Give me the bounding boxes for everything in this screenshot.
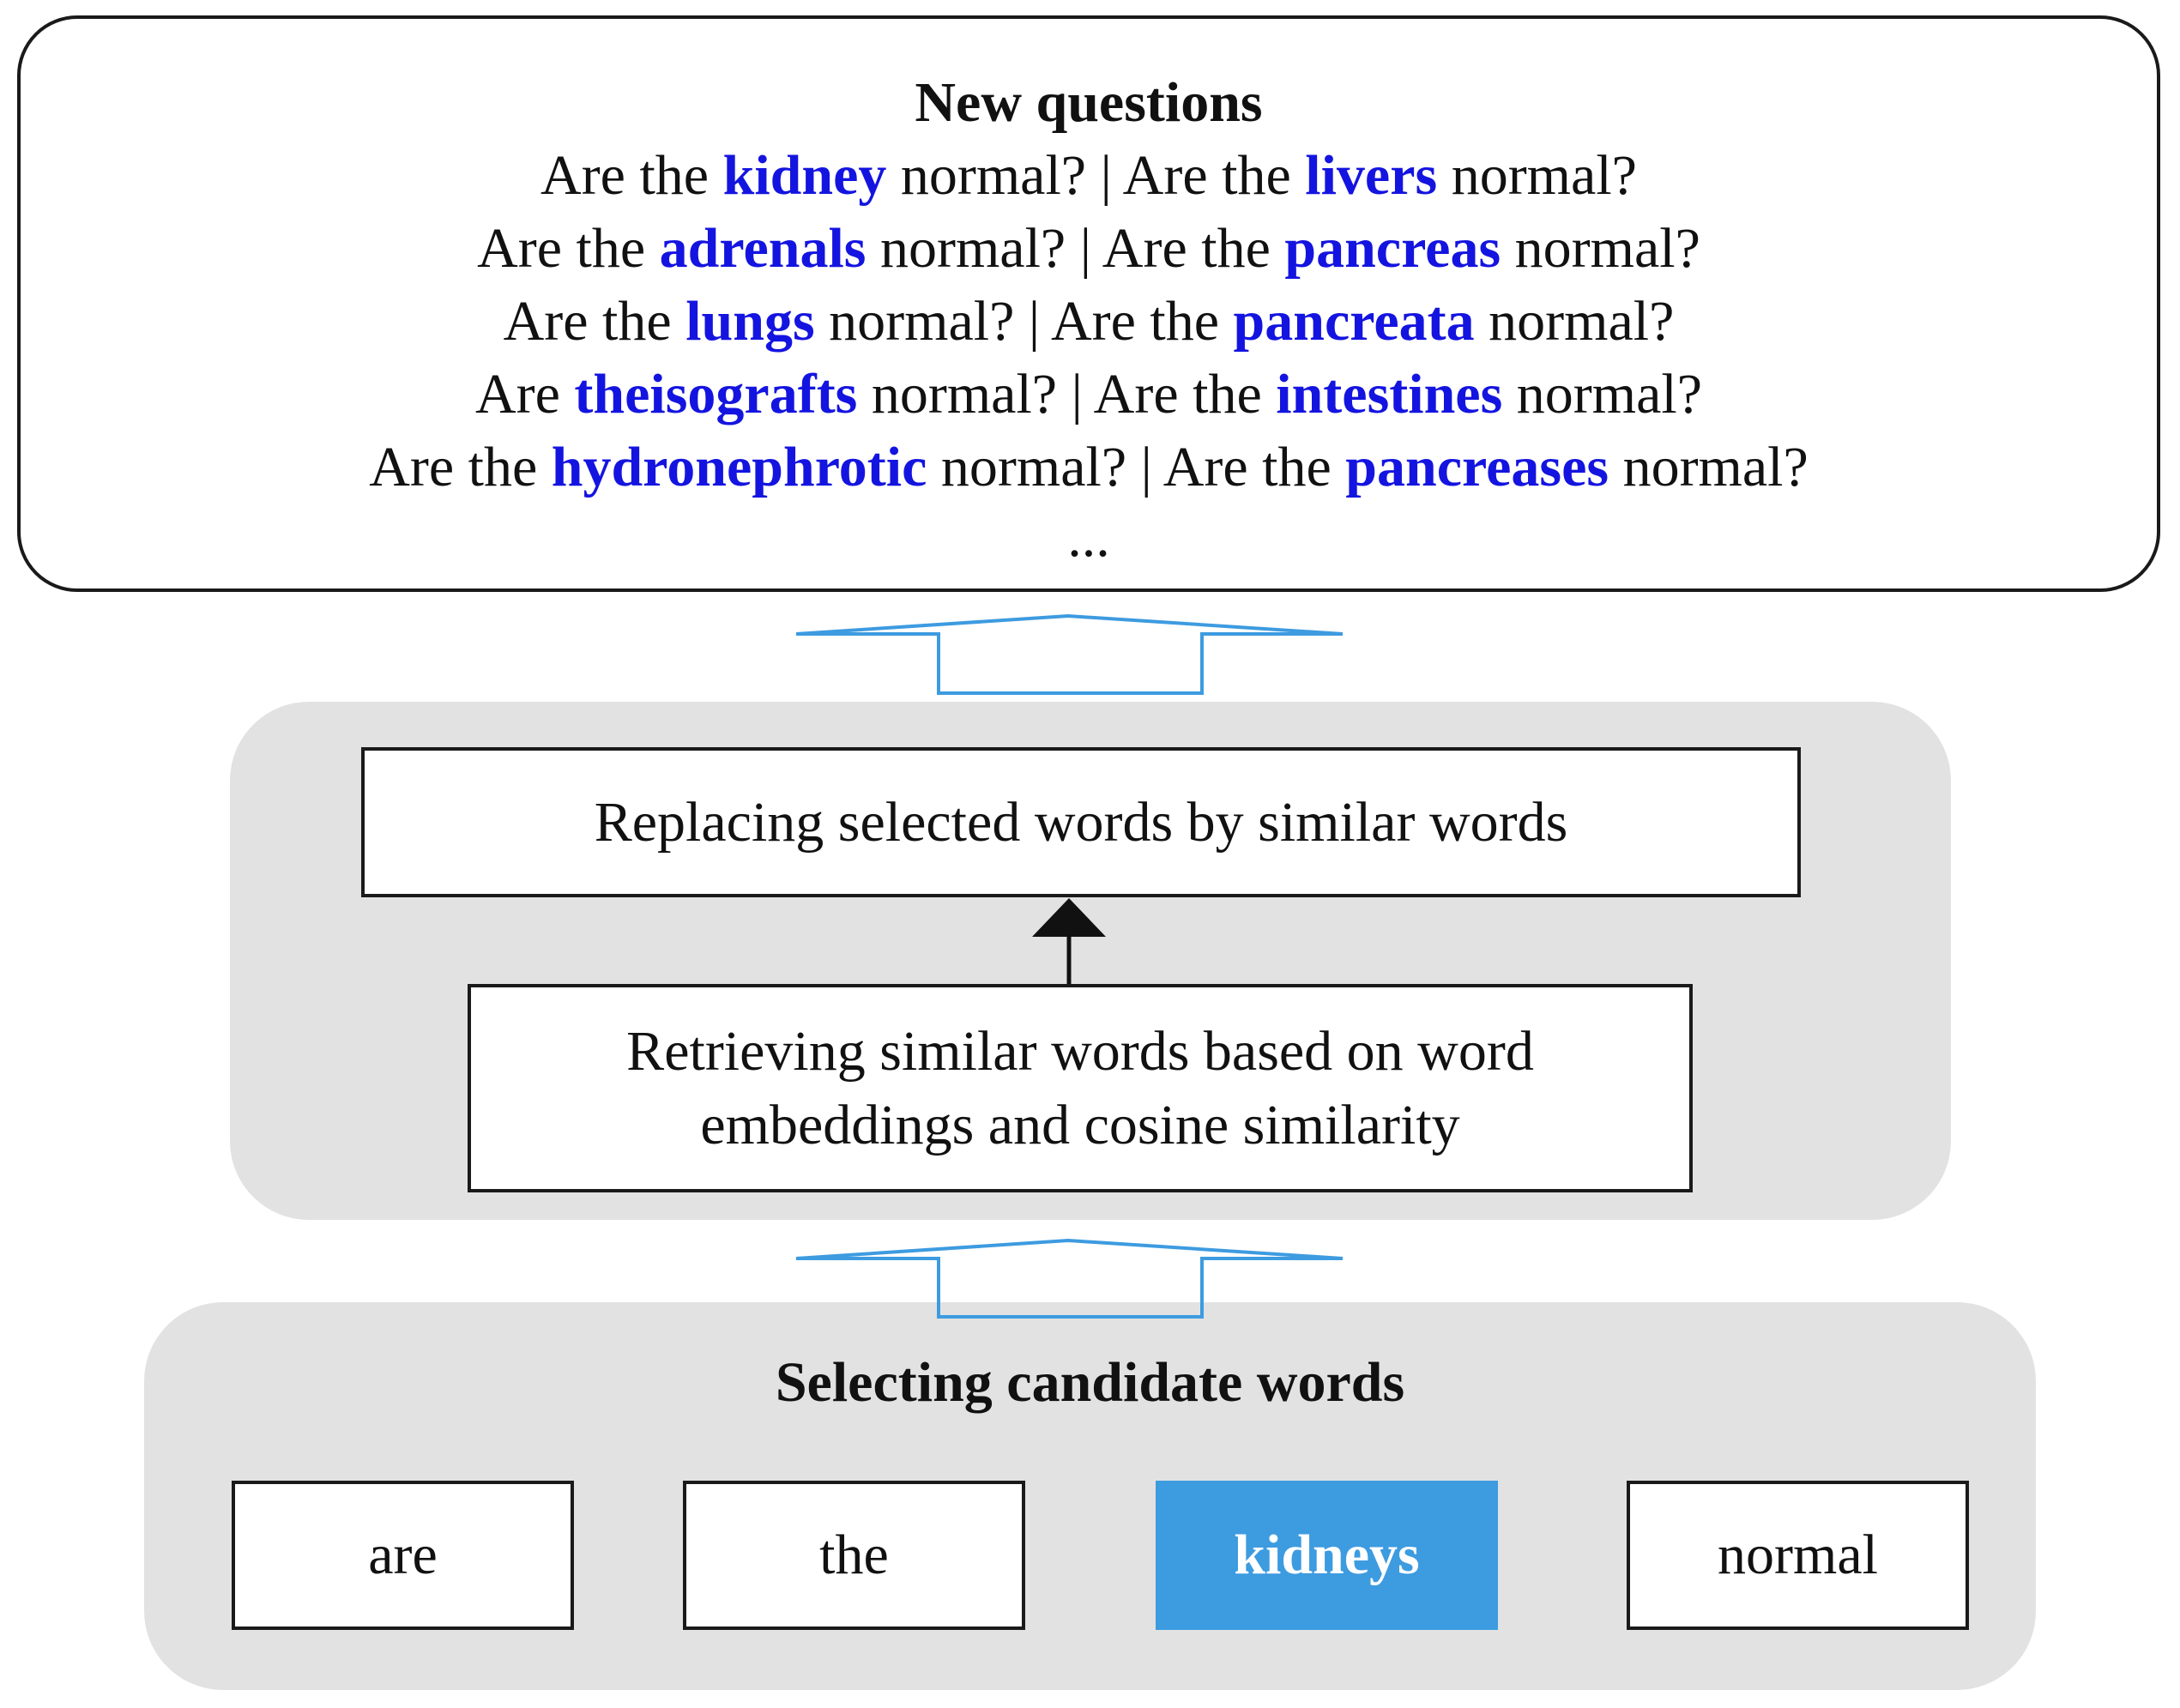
replaced-word: pancreases — [1345, 436, 1609, 498]
question-text: normal? | Are the — [886, 144, 1306, 207]
retrieve-similar-words-label: Retrieving similar words based on word embeddings and cosine similarity — [626, 1019, 1534, 1156]
replaced-word: livers — [1305, 144, 1438, 207]
replaced-word: intestines — [1276, 363, 1503, 425]
question-text: Are the — [540, 144, 723, 207]
retrieve-to-replace-arrow-head — [1032, 898, 1106, 937]
replaced-word: hydronephrotic — [551, 436, 927, 498]
question-text: normal? — [1437, 144, 1637, 207]
up-arrow-from-selection — [796, 1240, 1343, 1317]
replaced-word: adrenals — [659, 217, 867, 280]
new-questions-title: New questions — [915, 71, 1263, 134]
question-text: Are the — [503, 290, 686, 353]
replaced-word: theisografts — [574, 363, 858, 425]
question-text: normal? | Are the — [857, 363, 1277, 425]
more-questions-ellipsis: ... — [1067, 506, 1110, 569]
question-text: normal? — [1502, 363, 1702, 425]
question-text: Are the — [477, 217, 660, 280]
question-text: normal? — [1609, 436, 1809, 498]
question-text: normal? — [1501, 217, 1700, 280]
up-arrow-to-questions — [796, 616, 1343, 693]
question-text: normal? | Are the — [866, 217, 1285, 280]
replaced-word: pancreas — [1284, 217, 1501, 280]
replaced-word: pancreata — [1233, 290, 1475, 353]
candidate-word-label: kidneys — [1234, 1524, 1420, 1586]
question-text: normal? | Are the — [927, 436, 1346, 498]
replace-words-label: Replacing selected words by similar words — [594, 790, 1568, 854]
candidate-word-label: the — [819, 1524, 889, 1586]
question-text: normal? — [1474, 290, 1675, 353]
candidate-word-label: are — [368, 1524, 438, 1586]
question-text: normal? | Are the — [814, 290, 1234, 353]
replaced-word: kidney — [722, 144, 887, 207]
replaced-word: lungs — [685, 290, 815, 353]
candidate-word-label: normal — [1718, 1524, 1878, 1586]
selection-title: Selecting candidate words — [775, 1351, 1405, 1414]
question-text: Are the — [369, 436, 552, 498]
question-text: Are — [474, 363, 575, 425]
